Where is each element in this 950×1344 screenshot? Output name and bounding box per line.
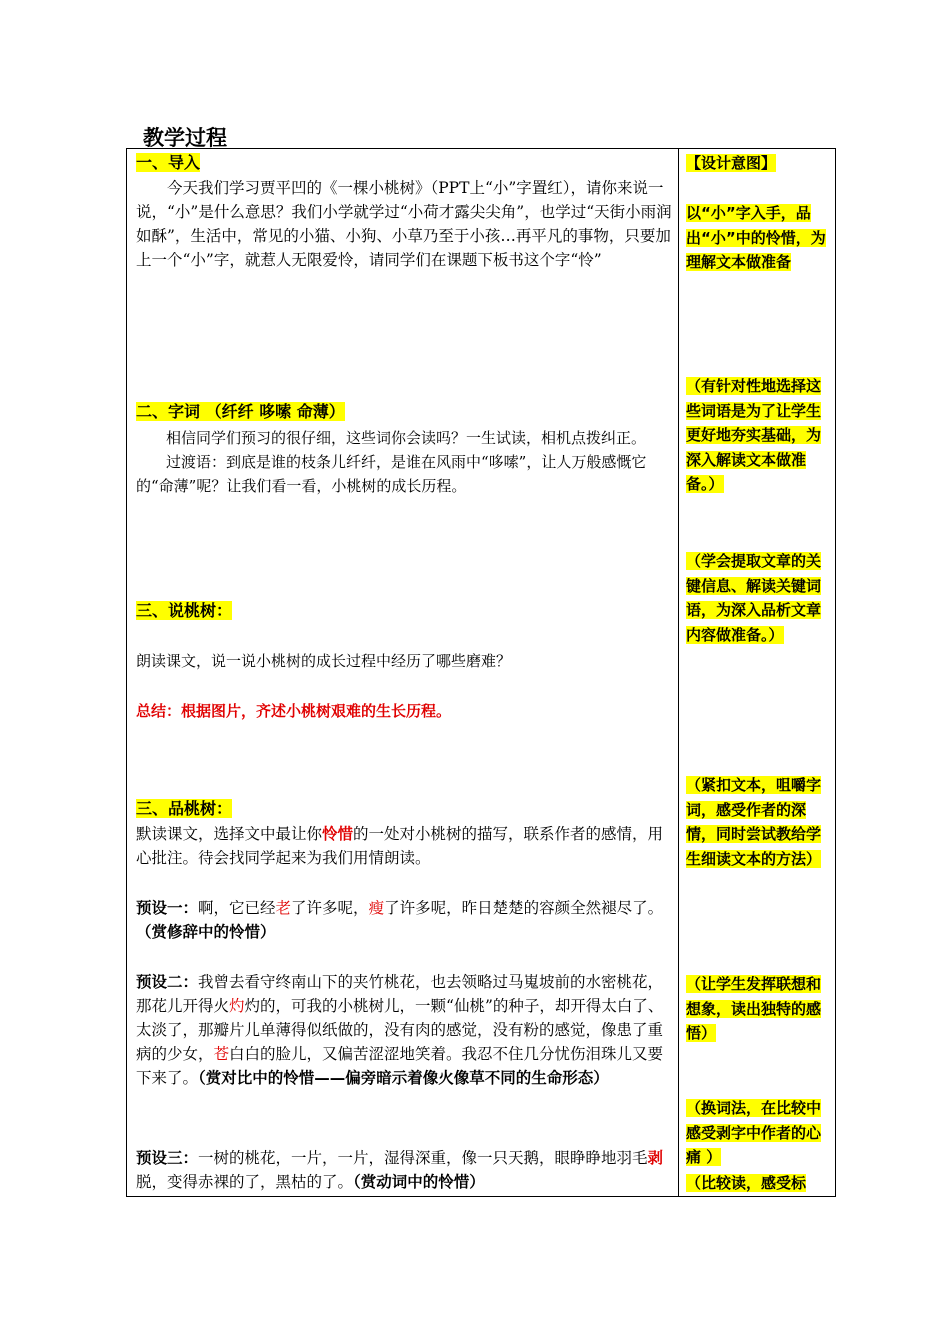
section-heading-tell: 三、说桃树： <box>136 601 233 620</box>
section-heading-intro: 一、导入 <box>136 153 201 172</box>
section-body-tell: 朗读课文，说一说小桃树的成长过程中经历了哪些磨难？ <box>136 652 512 670</box>
section-body-vocab <box>136 426 672 498</box>
design-intent-note: （比较读，感受标 <box>686 1174 807 1192</box>
page-title: 教学过程 <box>143 126 227 150</box>
preset-one: 预设一：啊，它已经老了许多呢，瘦了许多呢，昨日楚楚的容颜全然褪尽了。（赏修辞中的怜惜） <box>136 899 664 941</box>
design-intent-note: （学会提取文章的关键信息、解读关键词语，为深入品析文章内容做准备。） <box>686 552 822 644</box>
section-body-appreciate: 默读课文，选择文中最让你怜惜的一处对小桃树的描写，联系作者的感情，用心批注。待会找同学起来为我们用情朗读。 <box>136 825 664 867</box>
design-intent-note: 以“小”字入手，品出“小”中的怜惜，为理解文本做准备 <box>686 204 826 272</box>
preset-two: 预设二：我曾去看守终南山下的夹竹桃花，也去领略过马嵬坡前的水密桃花，那花儿开得火灼灼的，可我的小桃树儿，一颗“仙桃”的种子，却开得太白了、太淡了，那瓣片儿单薄得似纸做的，没有肉的感觉，没有粉的感觉，像患了重病的少女，苍白白的脸儿，又偏苦涩涩地笑着。我忍不住几分忧伤泪珠儿又要下来了。（赏对比中的怜惜——偏旁暗示着像火像草不同的生命形态） <box>136 973 664 1087</box>
transition-paragraph: 过渡语：到底是谁的枝条儿纤纤，是谁在风雨中“哆嗦”，让人万般感慨它的“命薄”呢？让我们看一看，小桃树的成长历程。 <box>136 453 647 495</box>
section-summary-tell: 总结：根据图片，齐述小桃树艰难的生长历程。 <box>136 702 452 720</box>
design-intent-header: 【设计意图】 <box>686 154 777 172</box>
design-intent-note: （紧扣文本，咀嚼字词，感受作者的深情，同时尝试教给学生细读文本的方法） <box>686 776 822 868</box>
section-heading-appreciate: 三、品桃树： <box>136 799 233 818</box>
column-divider <box>678 148 679 1196</box>
design-intent-note: （有针对性地选择这些词语是为了让学生更好地夯实基础，为深入解读文本做准备。） <box>686 377 822 494</box>
design-intent-note: （让学生发挥联想和想象，读出独特的感悟） <box>686 975 822 1043</box>
design-intent-note: （换词法，在比较中感受剥字中作者的心痛 ） <box>686 1099 822 1167</box>
vocab-paragraph: 相信同学们预习的很仔细，这些词你会读吗？一生试读，相机点拨纠正。 <box>166 429 647 447</box>
preset-three: 预设三：一树的桃花，一片，一片，湿得深重，像一只天鹅，眼睁睁地羽毛剥脱，变得赤裸的了，黑枯的了。（赏动词中的怜惜） <box>136 1149 664 1191</box>
section-heading-vocab: 二、字词 （纤纤 哆嗦 命薄） <box>136 402 345 421</box>
section-body-intro: 今天我们学习贾平凹的《一棵小桃树》（PPT上“小”字置红），请你来说一说，“小”是什么意思？我们小学就学过“小荷才露尖尖角”，也学过“天街小雨润如酥”，生活中，常见的小猫、小狗、小草乃至于小孩…再平凡的事物，只要加上一个“小”字，就惹人无限爱怜，请同学们在课题下板书这个字“怜” <box>136 179 672 269</box>
